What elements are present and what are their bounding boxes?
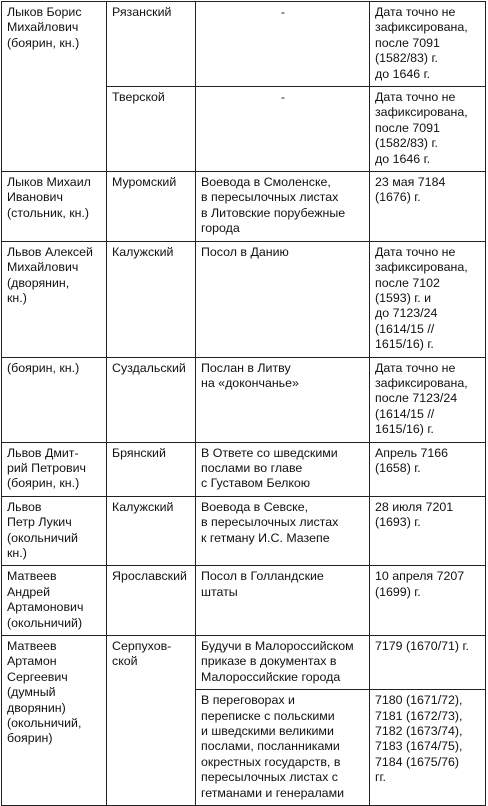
date-cell: Дата точно не зафиксирована, после 7102 (1593) г. и до 7123/24 (1614/15 // 1615/16) г. bbox=[370, 241, 486, 357]
name-cell: (боярин, кн.) bbox=[2, 357, 107, 442]
table-row bbox=[2, 566, 486, 636]
date-cell: Дата точно не зафиксирована, после 7091 (1582/83) г. до 1646 г. bbox=[370, 2, 486, 87]
table-row bbox=[2, 442, 486, 496]
event-cell: В переговорах и переписке с польскими и шведскими великими послами, посланниками окрестных государств, в пересылочных листах с гетманами и генералами bbox=[196, 690, 370, 806]
uezd-cell: Тверской bbox=[107, 87, 196, 172]
event-cell: Будучи в Малороссийском приказе в документах в Малороссийские города bbox=[196, 636, 370, 690]
date-cell: 7180 (1671/72), 7181 (1672/73), 7182 (1673/74), 7183 (1674/75), 7184 (1675/76) гг. bbox=[370, 690, 486, 806]
table-row bbox=[2, 357, 486, 442]
table-row bbox=[2, 636, 486, 690]
event-cell: В Ответе со шведскими послами во главе с Густавом Белкою bbox=[196, 442, 370, 496]
name-cell: Матвеев Артамон Сергеевич (думный дворянин) (окольничий, боярин) bbox=[2, 636, 107, 806]
uezd-cell: Калужский bbox=[107, 241, 196, 357]
officials-table bbox=[1, 1, 486, 806]
name-cell: Львов Дмит- рий Петрович (боярин, кн.) bbox=[2, 442, 107, 496]
event-cell: Воевода в Смоленске, в пересылочных листах в Литовские порубежные города bbox=[196, 172, 370, 242]
event-cell: Воевода в Севске, в пересылочных листах к гетману И.С. Мазепе bbox=[196, 496, 370, 566]
uezd-cell: Муромский bbox=[107, 172, 196, 242]
uezd-cell: Ярославский bbox=[107, 566, 196, 636]
date-cell: 23 мая 7184 (1676) г. bbox=[370, 172, 486, 242]
table-row bbox=[2, 2, 486, 87]
date-cell: 7179 (1670/71) г. bbox=[370, 636, 486, 690]
event-cell: Посол в Голландские штаты bbox=[196, 566, 370, 636]
event-cell: - bbox=[196, 87, 370, 172]
name-cell: Львов Петр Лукич (окольничий кн.) bbox=[2, 496, 107, 566]
table-row bbox=[2, 241, 486, 357]
date-cell: 28 июля 7201 (1693) г. bbox=[370, 496, 486, 566]
name-cell: Лыков Борис Михайлович (боярин, кн.) bbox=[2, 2, 107, 172]
uezd-cell: Брянский bbox=[107, 442, 196, 496]
uezd-cell: Серпухов- ской bbox=[107, 636, 196, 806]
name-cell: Лыков Михаил Иванович (стольник, кн.) bbox=[2, 172, 107, 242]
event-cell: Посол в Данию bbox=[196, 241, 370, 357]
event-cell: - bbox=[196, 2, 370, 87]
table-row bbox=[2, 172, 486, 242]
event-cell: Послан в Литву на «докончанье» bbox=[196, 357, 370, 442]
uezd-cell: Калужский bbox=[107, 496, 196, 566]
name-cell: Львов Алексей Михайлович (дворянин, кн.) bbox=[2, 241, 107, 357]
uezd-cell: Суздальский bbox=[107, 357, 196, 442]
date-cell: Дата точно не зафиксирована, после 7123/24 (1614/15 // 1615/16) г. bbox=[370, 357, 486, 442]
uezd-cell: Рязанский bbox=[107, 2, 196, 87]
table-row bbox=[2, 496, 486, 566]
date-cell: Дата точно не зафиксирована, после 7091 (1582/83) г. до 1646 г. bbox=[370, 87, 486, 172]
date-cell: Апрель 7166 (1658) г. bbox=[370, 442, 486, 496]
date-cell: 10 апреля 7207 (1699) г. bbox=[370, 566, 486, 636]
name-cell: Матвеев Андрей Артамонович (окольничий) bbox=[2, 566, 107, 636]
